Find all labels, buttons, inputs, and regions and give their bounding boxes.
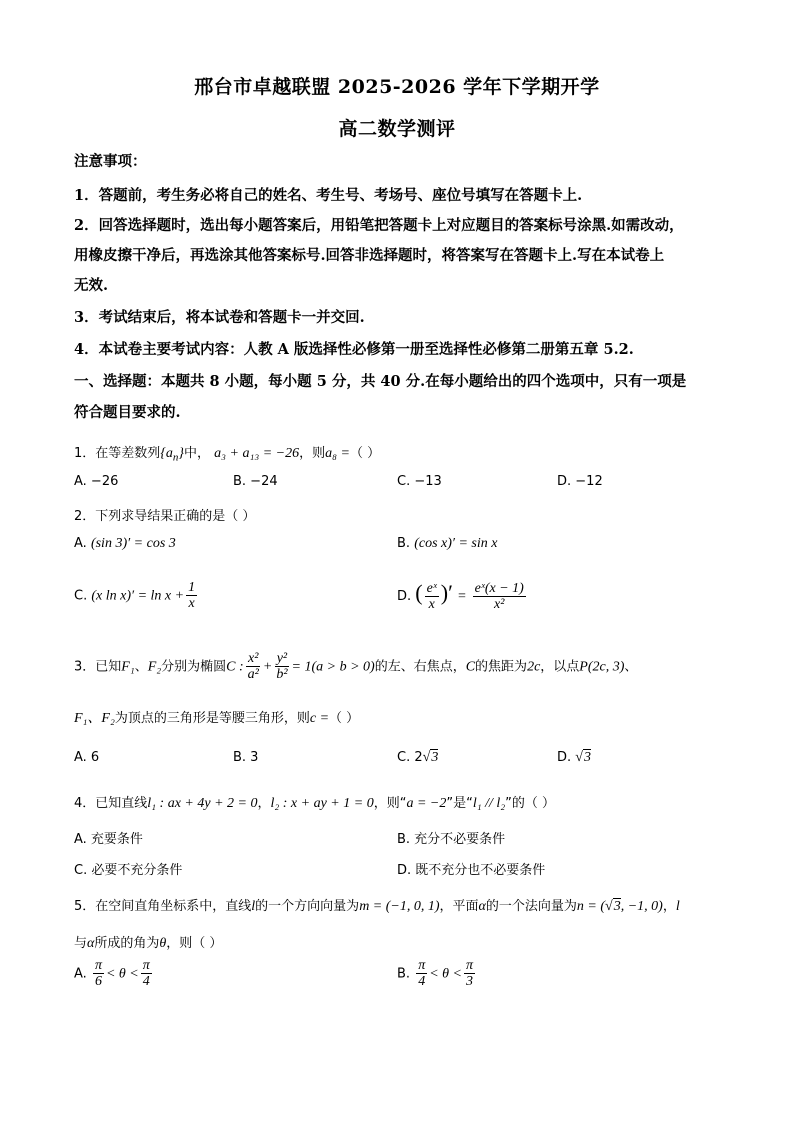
question-3-stem-line1: 3．已知F₁、F₂分别为椭圆C : $\frac{\text{x²}}{\text{a²}}$ + $\frac{\text{y²}}{\text{b²}}$ = 1(a > b > 0)的左、右焦点，C的焦距为2c，以点P(2c, 3)、 xyxy=(74,651,638,683)
question-2-stem: 2．下列求导结果正确的是（ ） xyxy=(74,509,256,524)
section-heading-line2: 符合题目要求的. xyxy=(74,404,181,421)
q3-option-b: B. 3 xyxy=(233,750,259,765)
q1-option-c: C. −13 xyxy=(397,474,442,489)
q1-condition: a₃ + a₁₃ = −26 xyxy=(214,446,300,461)
question-3-stem-line2: F₁、F₂为顶点的三角形是等腰三角形，则c =（ ） xyxy=(74,711,360,726)
notice-item-2-line1: 2．回答选择题时，选出每小题答案后，用铅笔把答题卡上对应题目的答案标号涂黑.如需改动， xyxy=(74,217,684,234)
q5-option-a: A. $\frac{\pi}{6}$ < θ < $\frac{\pi}{4}$ xyxy=(74,958,150,990)
notice-item-2-line3: 无效. xyxy=(74,277,109,294)
page-title: 邢台市卓越联盟 2025-2026 学年下学期开学 xyxy=(194,76,600,98)
question-5-stem-line2: 与α所成的角为θ，则（ ） xyxy=(74,936,223,951)
q2-option-b: B. (cos x)′ = sin x xyxy=(397,536,498,551)
q1-option-d: D. −12 xyxy=(557,474,603,489)
page-subtitle: 高二数学测评 xyxy=(338,118,456,140)
question-5-stem-line1: 5．在空间直角坐标系中，直线l的一个方向向量为m = (−1, 0, 1)，平面α的一个法向量为n = (√3, −1, 0)，l xyxy=(74,899,680,914)
q3-option-a: A. 6 xyxy=(74,750,100,765)
notice-item-1: 1．答题前，考生务必将自己的姓名、考生号、考场号、座位号填写在答题卡上. xyxy=(74,187,583,204)
notice-item-2-line2: 用橡皮擦干净后，再选涂其他答案标号.回答非选择题时，将答案写在答题卡上.写在本试卷上 xyxy=(74,247,665,264)
question-1-stem: 1．在等差数列$\{a_n\}$中， a₃ + a₁₃ = −26，则a₈ =（ ） xyxy=(74,446,381,464)
q4-option-c: C. 必要不充分条件 xyxy=(74,863,183,878)
q1-option-a: A. −26 xyxy=(74,474,119,489)
q2-option-c: C. (x ln x)′ = ln x + $\frac{1}{x}$ xyxy=(74,580,196,612)
notice-item-4: 4．本试卷主要考试内容：人教 A 版选择性必修第一册至选择性必修第二册第五章 5.2. xyxy=(74,341,634,358)
q5-option-b: B. $\frac{\pi}{4}$ < θ < $\frac{\pi}{3}$ xyxy=(397,958,474,990)
q4-option-a: A. 充要条件 xyxy=(74,832,143,847)
q2-option-a: A. (sin 3)′ = cos 3 xyxy=(74,536,176,551)
q4-option-b: B. 充分不必要条件 xyxy=(397,832,506,847)
notice-heading: 注意事项： xyxy=(74,153,147,170)
q2-option-d: D. ( $\frac{\text{eˣ}}{x}$ )′ = $\frac{\text{eˣ(x − 1)}}{\text{x²}}$ xyxy=(397,580,524,612)
q1-option-b: B. −24 xyxy=(233,474,278,489)
q3-option-c: C. 2√3 xyxy=(397,750,439,765)
q3-option-d: D. √3 xyxy=(557,750,591,765)
notice-item-3: 3．考试结束后，将本试卷和答题卡一并交回. xyxy=(74,309,365,326)
section-heading-line1: 一、选择题：本题共 8 小题，每小题 5 分，共 40 分.在每小题给出的四个选项中，只有一项是 xyxy=(74,373,687,390)
question-4-stem: 4．已知直线l₁ : ax + 4y + 2 = 0，l₂ : x + ay + 1 = 0，则“a = −2”是“l₁ // l₂”的（ ） xyxy=(74,796,556,811)
q4-option-d: D. 既不充分也不必要条件 xyxy=(397,863,546,878)
